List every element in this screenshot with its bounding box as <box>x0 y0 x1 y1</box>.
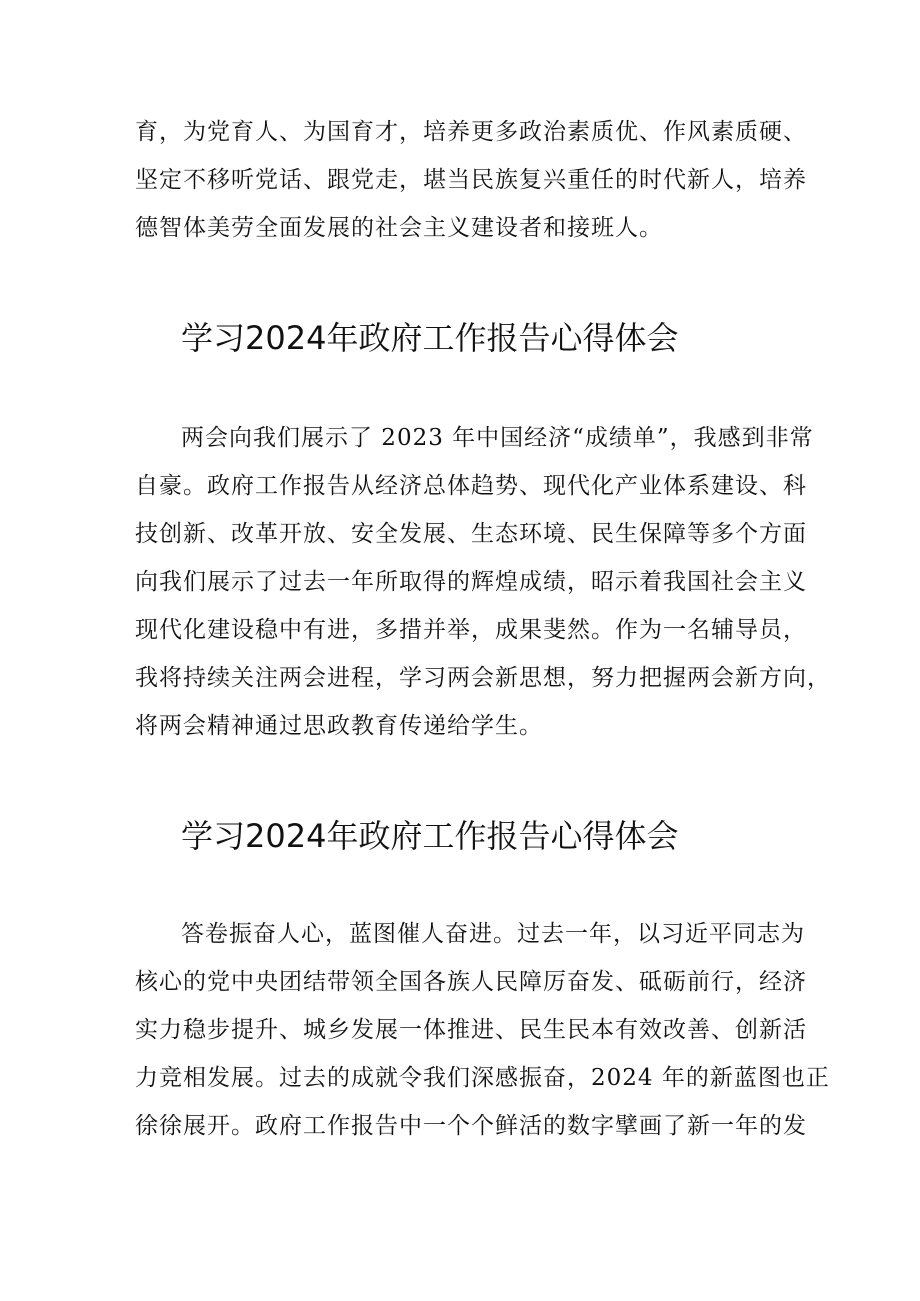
text-line: 实力稳步提升、城乡发展一体推进、民生民本有效改善、创新活 <box>135 1017 807 1043</box>
text-line: 育，为党育人、为国育才，培养更多政治素质优、作风素质硬、 <box>135 119 807 145</box>
text-line: 自豪。政府工作报告从经济总体趋势、现代化产业体系建设、科 <box>135 473 807 499</box>
paragraph <box>135 414 831 750</box>
text-line: 将两会精神通过思政教育传递给学生。 <box>135 713 543 739</box>
text-line: 现代化建设稳中有进，多措并举，成果斐然。作为一名辅导员， <box>135 617 807 643</box>
text-line: 徐徐展开。政府工作报告中一个个鲜活的数字擘画了新一年的发 <box>135 1113 807 1139</box>
text-line: 向我们展示了过去一年所取得的辉煌成绩，昭示着我国社会主义 <box>135 569 807 595</box>
text-line: 德智体美劳全面发展的社会主义建设者和接班人。 <box>135 215 663 241</box>
text-line: 答卷振奋人心，蓝图催人奋进。过去一年，以习近平同志为 <box>181 921 805 947</box>
paragraph-continued <box>135 108 815 252</box>
text-line: 力竞相发展。过去的成就令我们深感振奋，2024 年的新蓝图也正 <box>135 1065 830 1091</box>
section-heading: 学习2024年政府工作报告心得体会 <box>181 319 679 357</box>
paragraph <box>135 910 830 1150</box>
section-heading: 学习2024年政府工作报告心得体会 <box>181 817 679 855</box>
text-line: 我将持续关注两会进程，学习两会新思想，努力把握两会新方向， <box>135 665 831 691</box>
text-line: 两会向我们展示了 2023 年中国经济“成绩单”，我感到非常 <box>181 425 814 451</box>
text-line: 核心的党中央团结带领全国各族人民障厉奋发、砥砺前行，经济 <box>135 969 807 995</box>
text-line: 技创新、改革开放、安全发展、生态环境、民生保障等多个方面 <box>135 521 807 547</box>
text-line: 坚定不移听党话、跟党走，堪当民族复兴重任的时代新人，培养 <box>135 167 807 193</box>
